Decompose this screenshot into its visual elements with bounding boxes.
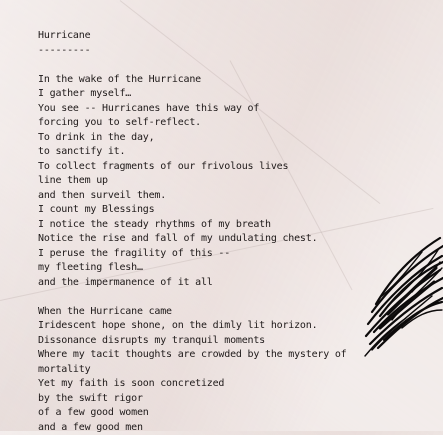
poem-line: You see -- Hurricanes have this way of bbox=[38, 102, 438, 117]
poem-line: To drink in the day, bbox=[38, 131, 438, 146]
poem-line: I gather myself… bbox=[38, 87, 438, 102]
poem-line: To collect fragments of our frivolous lives bbox=[38, 160, 438, 175]
poem-line: I notice the steady rhythms of my breath bbox=[38, 218, 438, 233]
poem-line: by the swift rigor bbox=[38, 392, 438, 407]
poem-title: Hurricane bbox=[38, 29, 438, 44]
poem-line: I peruse the fragility of this -- bbox=[38, 247, 438, 262]
title-underline: --------- bbox=[38, 44, 438, 59]
blank-line bbox=[38, 58, 438, 73]
poem-line: and a few good men bbox=[38, 421, 438, 435]
poem-line: forcing you to self-reflect. bbox=[38, 116, 438, 131]
poem-line: my fleeting flesh… bbox=[38, 261, 438, 276]
poem-line: In the wake of the Hurricane bbox=[38, 73, 438, 88]
poem-line: Iridescent hope shone, on the dimly lit horizon. bbox=[38, 319, 438, 334]
poem-line: and the impermanence of it all bbox=[38, 276, 438, 291]
poem-line: Dissonance disrupts my tranquil moments bbox=[38, 334, 438, 349]
poem-line: line them up bbox=[38, 174, 438, 189]
poem-line: mortality bbox=[38, 363, 438, 378]
poem-line: When the Hurricane came bbox=[38, 305, 438, 320]
poem-line: and then surveil them. bbox=[38, 189, 438, 204]
poem-line: of a few good women bbox=[38, 406, 438, 421]
poem-line: Notice the rise and fall of my undulating chest. bbox=[38, 232, 438, 247]
ink-scribble-decoration bbox=[362, 232, 443, 357]
poem-line: Yet my faith is soon concretized bbox=[38, 377, 438, 392]
poem-line: I count my Blessings bbox=[38, 203, 438, 218]
poem-line: to sanctify it. bbox=[38, 145, 438, 160]
poem-line: Where my tacit thoughts are crowded by the mystery of bbox=[38, 348, 438, 363]
